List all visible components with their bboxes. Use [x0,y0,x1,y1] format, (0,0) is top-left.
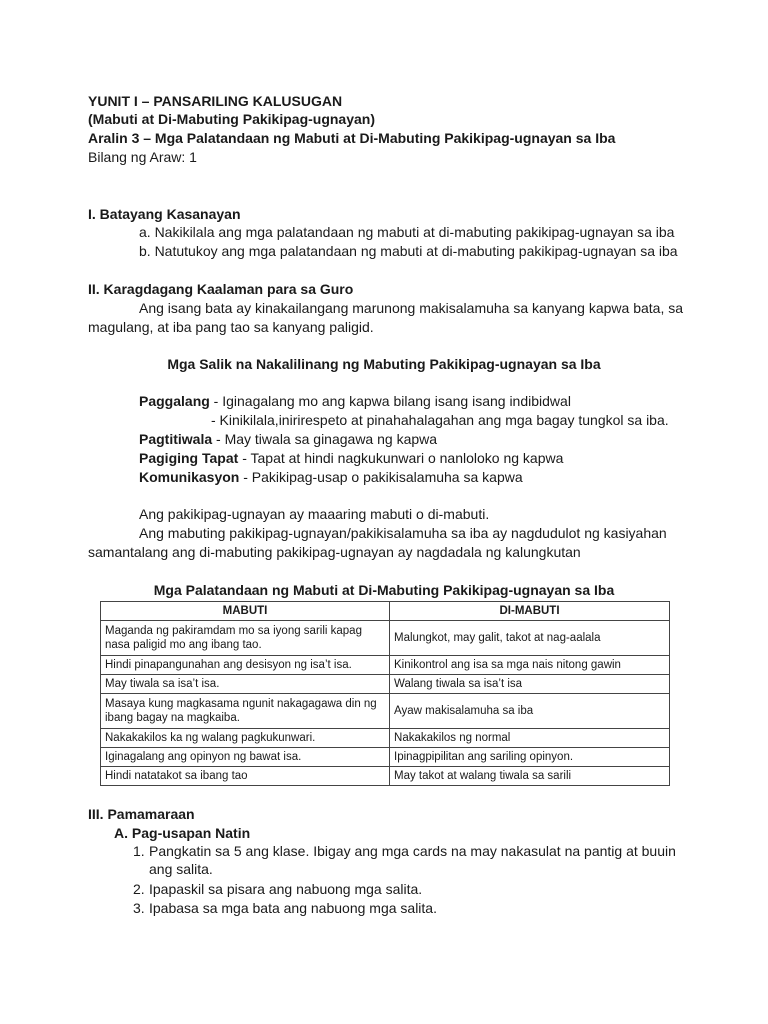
factor-pagiging-tapat [139,449,563,467]
table-cell: Hindi pinapangunahan ang desisyon ng isa’t isa. [101,656,390,675]
unit-subtitle: (Mabuti at Di-Mabuting Pakikipag-ugnayan) [88,111,376,127]
factor-definition: - Iginagalang mo ang kapwa bilang isang isang indibidwal [209,393,571,409]
table-cell: Ipinagpipilitan ang sariling opinyon. [390,748,670,767]
table-heading: Mga Palatandaan ng Mabuti at Di-Mabuting Pakikipag-ugnayan sa Iba [153,582,615,598]
section2-intro-line2: magulang, at iba pang tao sa kanyang paligid. [88,319,374,335]
table-cell: Hindi natatakot sa ibang tao [101,767,390,786]
table-cell: Nakakakilos ng normal [390,729,670,748]
table-row [101,729,670,748]
section1-title: I. Batayang Kasanayan [88,206,241,222]
list-number: 3. [133,900,145,916]
factor-term: Pagtitiwala [139,431,213,447]
table-header-row [101,602,670,621]
list-item [133,880,693,898]
factor-term: Pagiging Tapat [139,450,239,466]
list-text: Ipabasa sa mga bata ang nabuong mga salita. [149,900,437,916]
section1-item-a: a. Nakikilala ang mga palatandaan ng mabuti at di-mabuting pakikipag-ugnayan sa iba [139,224,675,240]
factors-heading: Mga Salik na Nakalilinang ng Mabuting Pakikipag-ugnayan sa Iba [167,356,601,372]
factor-definition: - Tapat at hindi nagkukunwari o nanloloko ng kapwa [238,450,564,466]
factor-term: Komunikasyon [139,469,240,485]
indicators-table [100,601,670,786]
factor-term: Paggalang [139,393,210,409]
table-row [101,621,670,656]
table-cell: Walang tiwala sa isa’t isa [390,675,670,694]
table-cell: May takot at walang tiwala sa sarili [390,767,670,786]
table-row [101,656,670,675]
lesson-title: Aralin 3 – Mga Palatandaan ng Mabuti at Di-Mabuting Pakikipag-ugnayan sa Iba [88,130,616,146]
table-row [101,694,670,729]
days-count: Bilang ng Araw: 1 [88,149,197,165]
factor-paggalang [139,392,571,410]
column-header-di-mabuti: DI-MABUTI [390,602,670,621]
list-item [133,899,693,917]
table-cell: Ayaw makisalamuha sa iba [390,694,670,729]
section3-title: III. Pamamaraan [88,806,195,822]
factor-komunikasyon [139,468,523,486]
table-row [101,748,670,767]
factor-definition: - Kinikilala,inirirespeto at pinahahalagahan ang mga bagay tungkol sa iba. [211,412,669,428]
paragraph-2-line2: samantalang ang di-mabuting pakikipag-ugnayan ay nagdadala ng kalungkutan [88,544,581,560]
factor-definition: - Pakikipag-usap o pakikisalamuha sa kapwa [239,469,523,485]
table-cell: Nakakakilos ka ng walang pagkukunwari. [101,729,390,748]
section3-subsection-a: A. Pag-usapan Natin [114,825,251,841]
paragraph-1: Ang pakikipag-ugnayan ay maaaring mabuti o di-mabuti. [139,506,490,522]
table-cell: Maganda ng pakiramdam mo sa iyong sarili kapag nasa paligid mo ang ibang tao. [101,621,390,656]
list-text: Pangkatin sa 5 ang klase. Ibigay ang mga cards na may nakasulat na pantig at buuin ang salita. [149,843,676,877]
section2-title: II. Karagdagang Kaalaman para sa Guro [88,281,354,297]
list-number: 1. [133,843,145,859]
table-cell: Kinikontrol ang isa sa mga nais nitong gawin [390,656,670,675]
section1-item-b: b. Natutukoy ang mga palatandaan ng mabuti at di-mabuting pakikipag-ugnayan sa iba [139,243,678,259]
factor-pagtitiwala [139,430,437,448]
paragraph-2-line1: Ang mabuting pakikipag-ugnayan/pakikisalamuha sa iba ay nagdudulot ng kasiyahan [139,525,667,541]
section2-intro-line1: Ang isang bata ay kinakailangang marunong makisalamuha sa kanyang kapwa bata, sa [139,300,684,316]
list-text: Ipapaskil sa pisara ang nabuong mga salita. [149,881,423,897]
factor-paggalang-cont [211,411,669,429]
table-cell: Iginagalang ang opinyon ng bawat isa. [101,748,390,767]
table-row [101,767,670,786]
factor-definition: - May tiwala sa ginagawa ng kapwa [212,431,438,447]
table-cell: Masaya kung magkasama ngunit nakagagawa din ng ibang bagay na magkaiba. [101,694,390,729]
unit-title: YUNIT I – PANSARILING KALUSUGAN [88,93,343,109]
table-cell: May tiwala sa isa’t isa. [101,675,390,694]
list-item [133,842,693,878]
table-row [101,675,670,694]
table-cell: Malungkot, may galit, takot at nag-aalala [390,621,670,656]
column-header-mabuti: MABUTI [101,602,390,621]
list-number: 2. [133,881,145,897]
